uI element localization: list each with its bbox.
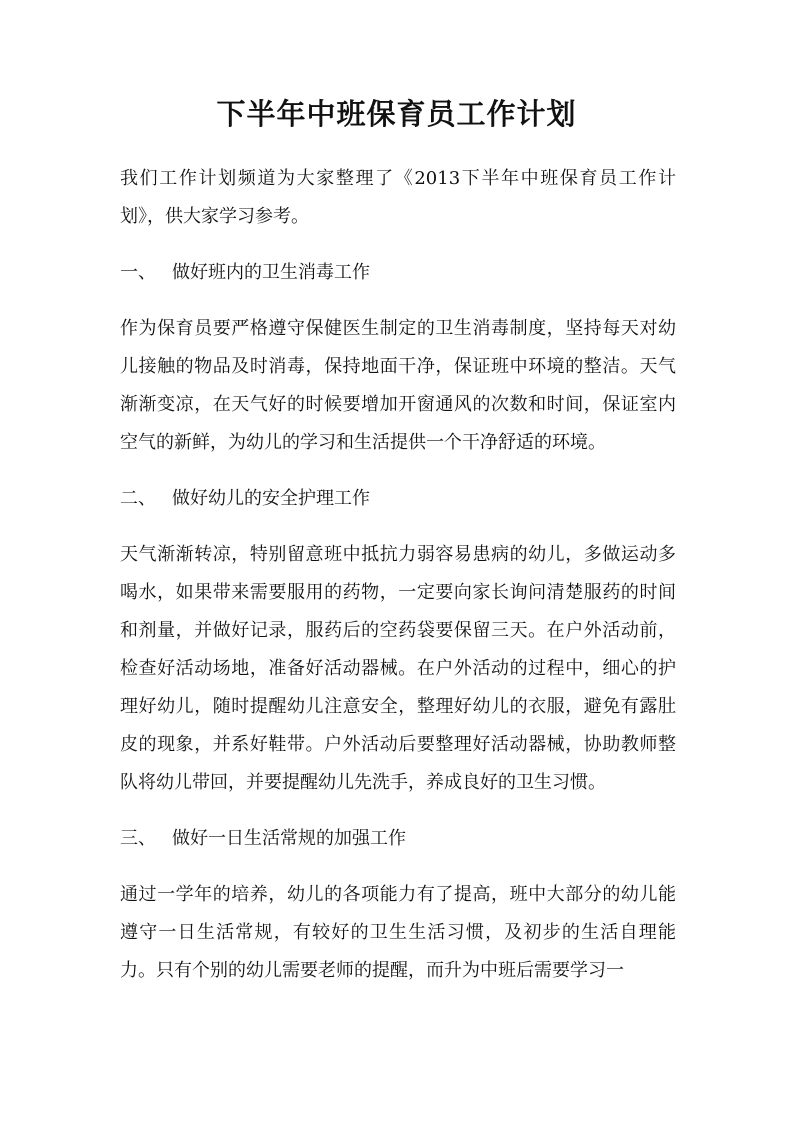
section-number: 二、	[120, 488, 156, 509]
section-heading-3	[120, 820, 676, 858]
section-body-3: 通过一学年的培养，幼儿的各项能力有了提高，班中大部分的幼儿能遵守一日生活常规，有较好的卫生生活习惯，及初步的生活自理能力。只有个别的幼儿需要老师的提醒，而升为中班后需要学习一	[120, 884, 676, 981]
section-heading-text: 做好幼儿的安全护理工作	[172, 488, 370, 509]
intro-paragraph: 我们工作计划频道为大家整理了《2013下半年中班保育员工作计划》，供大家学习参考。	[120, 168, 676, 227]
section-heading-text: 做好班内的卫生消毒工作	[172, 262, 370, 283]
section-heading-1	[120, 254, 676, 292]
section-body-1: 作为保育员要严格遵守保健医生制定的卫生消毒制度，坚持每天对幼儿接触的物品及时消毒，保持地面干净，保证班中环境的整洁。天气渐渐变凉，在天气好的时候要增加开窗通风的次数和时间，保证室内空气的新鲜，为幼儿的学习和生活提供一个干净舒适的环境。	[120, 318, 676, 453]
document-title: 下半年中班保育员工作计划	[216, 97, 577, 131]
section-number: 一、	[120, 262, 156, 283]
section-heading-text: 做好一日生活常规的加强工作	[172, 828, 406, 849]
document-body	[120, 160, 676, 1008]
section-body-2: 天气渐渐转凉，特别留意班中抵抗力弱容易患病的幼儿，多做运动多喝水，如果带来需要服用的药物，一定要向家长询问清楚服药的时间和剂量，并做好记录，服药后的空药袋要保留三天。在户外活动前，检查好活动场地，准备好活动器械。在户外活动的过程中，细心的护理好幼儿，随时提醒幼儿注意安全，整理好幼儿的衣服，避免有露肚皮的现象，并系好鞋带。户外活动后要整理好活动器械，协助教师整队将幼儿带回，并要提醒幼儿先洗手，养成良好的卫生习惯。	[120, 544, 676, 793]
section-heading-2	[120, 480, 676, 518]
section-number: 三、	[120, 828, 156, 849]
